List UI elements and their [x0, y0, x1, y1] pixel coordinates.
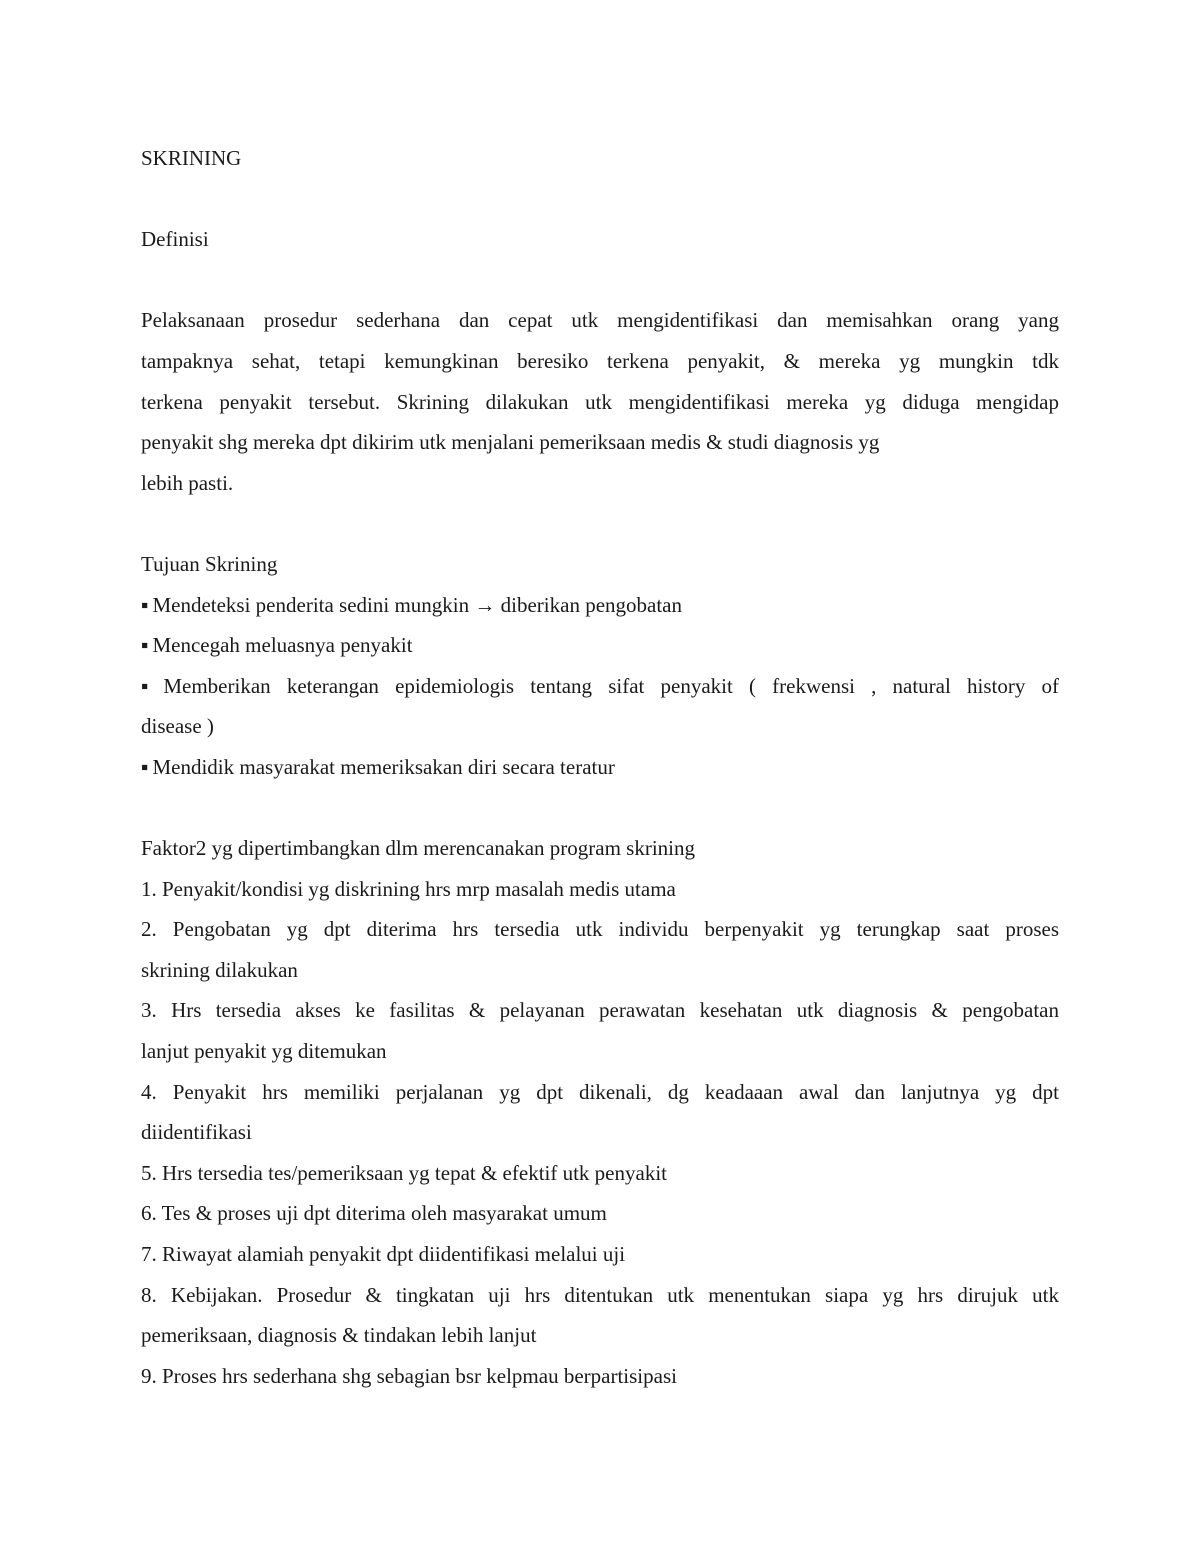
faktor-item-continuation: diidentifikasi [141, 1120, 252, 1145]
faktor-item: 4. Penyakit hrs memiliki perjalanan yg dpt dikenali, dg keadaaan awal dan lanjutnya yg dpt [141, 1079, 1059, 1104]
tujuan-item-text: Mencegah meluasnya penyakit [152, 633, 413, 658]
faktor-item-continuation: skrining dilakukan [141, 957, 298, 982]
definisi-line: terkena penyakit tersebut. Skrining dilakukan utk mengidentifikasi mereka yg diduga mengidap [141, 389, 1059, 414]
spacer [141, 503, 1059, 544]
tujuan-item-text: Mendidik masyarakat memeriksakan diri secara teratur [152, 754, 615, 779]
faktor-item: 9. Proses hrs sederhana shg sebagian bsr kelpmau berpartisipasi [141, 1363, 677, 1388]
faktor-item: 7. Riwayat alamiah penyakit dpt diidentifikasi melalui uji [141, 1242, 626, 1267]
definisi-line: tampaknya sehat, tetapi kemungkinan beresiko terkena penyakit, & mereka yg mungkin tdk [141, 348, 1059, 373]
document-body [141, 138, 1059, 1396]
spacer [141, 179, 1059, 220]
faktor-item: 1. Penyakit/kondisi yg diskrining hrs mrp masalah medis utama [141, 876, 676, 901]
faktor-item: 2. Pengobatan yg dpt diterima hrs tersedia utk individu berpenyakit yg terungkap saat proses [141, 917, 1059, 942]
faktor-item: 3. Hrs tersedia akses ke fasilitas & pelayanan perawatan kesehatan utk diagnosis & pengobatan [141, 998, 1059, 1023]
tujuan-heading: Tujuan Skrining [141, 551, 278, 576]
tujuan-item [141, 585, 1059, 626]
tujuan-item [141, 666, 1059, 707]
definisi-line: Pelaksanaan prosedur sederhana dan cepat utk mengidentifikasi dan memisahkan orang yang [141, 308, 1059, 333]
faktor-heading: Faktor2 yg dipertimbangkan dlm merencanakan program skrining [141, 836, 696, 861]
faktor-item: 5. Hrs tersedia tes/pemeriksaan yg tepat & efektif utk penyakit [141, 1160, 667, 1185]
definisi-line: penyakit shg mereka dpt dikirim utk menjalani pemeriksaan medis & studi diagnosis yg [141, 430, 880, 455]
faktor-item: 6. Tes & proses uji dpt diterima oleh masyarakat umum [141, 1201, 607, 1226]
faktor-item: 8. Kebijakan. Prosedur & tingkatan uji hrs ditentukan utk menentukan siapa yg hrs dirujuk utk [141, 1282, 1059, 1307]
spacer [141, 788, 1059, 829]
tujuan-item-text: Memberikan keterangan epidemiologis tentang sifat penyakit ( frekwensi , natural history of [163, 673, 1059, 698]
tujuan-item-text: Mendeteksi penderita sedini mungkin → diberikan pengobatan [152, 592, 682, 617]
definisi-line: lebih pasti. [141, 470, 234, 495]
bullet-icon: ▪ [141, 633, 149, 658]
definisi-heading: Definisi [141, 227, 209, 252]
bullet-icon: ▪ [141, 592, 149, 617]
tujuan-item-continuation: disease ) [141, 714, 214, 739]
faktor-item-continuation: pemeriksaan, diagnosis & tindakan lebih lanjut [141, 1323, 537, 1348]
bullet-icon: ▪ [141, 754, 149, 779]
tujuan-item [141, 747, 1059, 788]
faktor-item-continuation: lanjut penyakit yg ditemukan [141, 1039, 387, 1064]
document-title: SKRINING [141, 146, 242, 170]
spacer [141, 260, 1059, 301]
bullet-icon: ▪ [141, 673, 160, 698]
tujuan-item [141, 625, 1059, 666]
